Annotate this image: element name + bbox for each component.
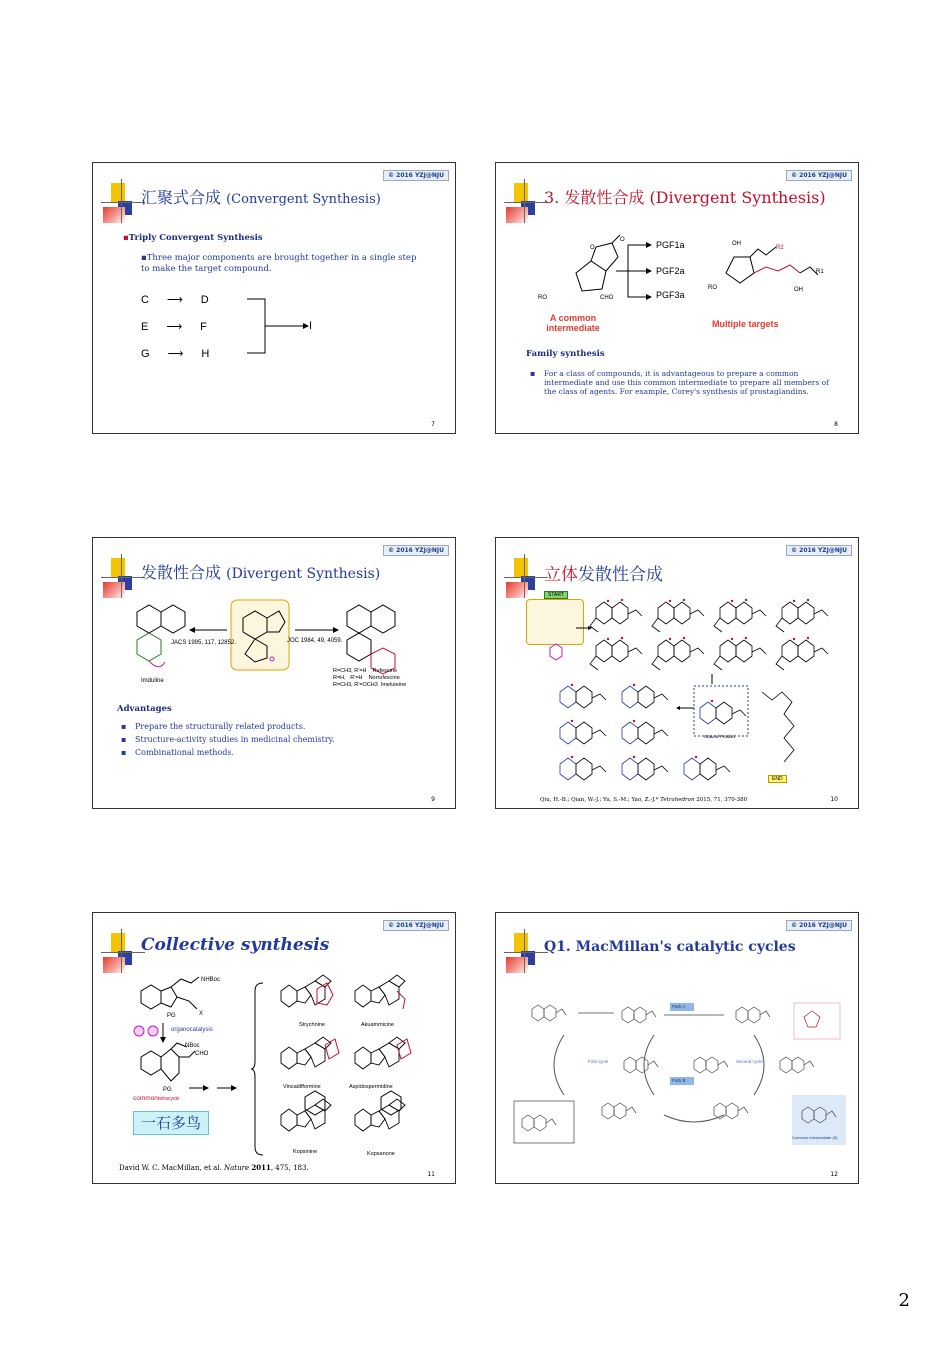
row-c-d: C ⟶ D bbox=[141, 294, 209, 306]
start-tag: START bbox=[544, 591, 568, 599]
slide-number: 11 bbox=[427, 1171, 435, 1178]
targets-label: Multiple targets bbox=[712, 319, 779, 329]
svg-text:PG: PG bbox=[167, 1013, 176, 1019]
second-cycle-label: Second cycle bbox=[736, 1059, 763, 1064]
product-name: Vincadifformine bbox=[283, 1084, 321, 1090]
common-tetracycle-label: commontetracycle bbox=[133, 1095, 180, 1102]
path-b-tag: Path B bbox=[672, 1078, 686, 1083]
bullet-item: ▪ Structure-activity studies in medicinal chemistry. bbox=[135, 735, 335, 745]
slide-decoration bbox=[514, 183, 544, 225]
product-bracket bbox=[251, 981, 265, 1157]
slide-10[interactable] bbox=[495, 537, 859, 809]
slide-number: 12 bbox=[830, 1171, 838, 1178]
section-heading: Advantages bbox=[117, 704, 172, 714]
bullet-item: ▪ Combinational methods. bbox=[135, 748, 234, 758]
slide-7[interactable] bbox=[92, 162, 456, 434]
bullet-text: ▪ For a class of compounds, it is advantageous to prepare a common intermediate and use this common intermediate to prepare all members of the class of agents. For example, Corey's synthesis of prostaglandins. bbox=[544, 369, 840, 396]
catalytic-cycles-scheme bbox=[504, 995, 854, 1155]
slide-title: Q1. MacMillan's catalytic cycles bbox=[544, 939, 796, 955]
citation: Qiu, H.-B.; Qian, W.-J.; Yu, S.-M.; Yao, Z.-J.* Tetrahedron 2015, 71, 370-380 bbox=[540, 797, 748, 803]
svg-text:RO: RO bbox=[708, 285, 717, 291]
product-name: Aspidospermidine bbox=[349, 1084, 393, 1090]
ref-right: JOC 1984, 49, 4059. bbox=[287, 638, 343, 644]
slide-number: 7 bbox=[431, 421, 435, 428]
slide-title: 汇聚式合成 (Convergent Synthesis) bbox=[141, 188, 381, 207]
svg-text:O: O bbox=[620, 237, 625, 243]
section-heading: Family synthesis bbox=[526, 349, 605, 359]
row-g-h: G ⟶ H bbox=[141, 348, 210, 360]
intermediate-label: A common intermediate bbox=[546, 313, 600, 333]
product-i: I bbox=[309, 320, 313, 332]
stereodivergent-scheme bbox=[526, 594, 846, 784]
path-a-tag: Path A bbox=[672, 1004, 686, 1009]
slide-title: 3. 发散性合成 (Divergent Synthesis) bbox=[544, 188, 826, 207]
slide-decoration bbox=[111, 558, 141, 600]
slide-decoration bbox=[514, 933, 544, 975]
bullet-item: ▪ Prepare the structurally related products. bbox=[135, 722, 305, 732]
ref-left: JACS 1995, 117, 12852. bbox=[171, 640, 236, 646]
bullet-text: ▪Three major components are brought together in a single step to make the target compound. bbox=[141, 253, 417, 274]
product-name: Kopsanone bbox=[367, 1151, 395, 1157]
svg-text:RO: RO bbox=[538, 295, 547, 301]
slide-number: 10 bbox=[830, 796, 838, 803]
compound-imduline: Imduline bbox=[141, 678, 164, 684]
section-heading: ▪Triply Convergent Synthesis bbox=[123, 233, 263, 243]
slide-11[interactable] bbox=[92, 912, 456, 1184]
common-intermediate-label: Common intermediate (9) bbox=[792, 1135, 838, 1140]
target-pgf3a: PGF3a bbox=[656, 290, 685, 300]
svg-text:O: O bbox=[590, 245, 595, 251]
compound-line: R=H, R'=H Norrufescine bbox=[333, 675, 400, 681]
compound-line: R=CH3, R'=OCH3 Imeluteine bbox=[333, 682, 407, 688]
copyright-badge: © 2016 YZJ@NJU bbox=[786, 545, 852, 556]
product-name: Kopsinine bbox=[293, 1149, 318, 1155]
row-e-f: E ⟶ F bbox=[141, 321, 207, 333]
svg-text:NBoc: NBoc bbox=[185, 1043, 200, 1049]
organocatalysis-label: organocatalysis bbox=[171, 1027, 213, 1033]
first-cycle-label: First cycle bbox=[588, 1059, 609, 1064]
end-tag: END bbox=[768, 775, 787, 783]
copyright-badge: © 2016 YZJ@NJU bbox=[786, 920, 852, 931]
svg-text:CHO: CHO bbox=[600, 295, 614, 301]
slide-9[interactable] bbox=[92, 537, 456, 809]
proverb-box: 一石多鸟 bbox=[133, 1111, 209, 1135]
page-number: 2 bbox=[898, 1290, 910, 1311]
citation: David W. C. MacMillan, et al. Nature 2011, 475, 183. bbox=[119, 1163, 309, 1172]
copyright-badge: © 2016 YZJ@NJU bbox=[383, 170, 449, 181]
slide-8[interactable] bbox=[495, 162, 859, 434]
prostaglandin-structure bbox=[704, 233, 834, 313]
svg-text:X: X bbox=[199, 1011, 204, 1017]
alkaloid-products bbox=[269, 969, 449, 1155]
copyright-badge: © 2016 YZJ@NJU bbox=[383, 920, 449, 931]
reaction-arrows bbox=[189, 1083, 249, 1093]
svg-text:R1: R1 bbox=[816, 269, 824, 275]
slide-12[interactable] bbox=[495, 912, 859, 1184]
svg-text:OH: OH bbox=[732, 241, 741, 247]
slide-title: 立体发散性合成 bbox=[544, 565, 663, 585]
copyright-badge: © 2016 YZJ@NJU bbox=[383, 545, 449, 556]
svg-text:CHO: CHO bbox=[195, 1051, 209, 1057]
svg-text:PG: PG bbox=[163, 1087, 172, 1093]
svg-text:NHBoc: NHBoc bbox=[201, 977, 221, 983]
copyright-badge: © 2016 YZJ@NJU bbox=[786, 170, 852, 181]
natural-product-label: Natural Product bbox=[704, 734, 736, 739]
slide-decoration bbox=[111, 933, 141, 975]
product-name: Strychnine bbox=[299, 1022, 325, 1028]
slide-number: 8 bbox=[834, 421, 838, 428]
target-pgf1a: PGF1a bbox=[656, 240, 685, 250]
compound-line: R=CH3, R'=H Rufescine bbox=[333, 668, 398, 674]
slide-number: 9 bbox=[431, 796, 435, 803]
slide-decoration bbox=[111, 183, 141, 225]
product-name: Akuammicine bbox=[361, 1022, 395, 1028]
target-pgf2a: PGF2a bbox=[656, 266, 685, 276]
slide-title: 发散性合成 (Divergent Synthesis) bbox=[141, 563, 381, 582]
svg-text:OH: OH bbox=[794, 287, 803, 293]
svg-text:R2: R2 bbox=[776, 245, 784, 251]
slide-title: Collective synthesis bbox=[141, 935, 330, 955]
